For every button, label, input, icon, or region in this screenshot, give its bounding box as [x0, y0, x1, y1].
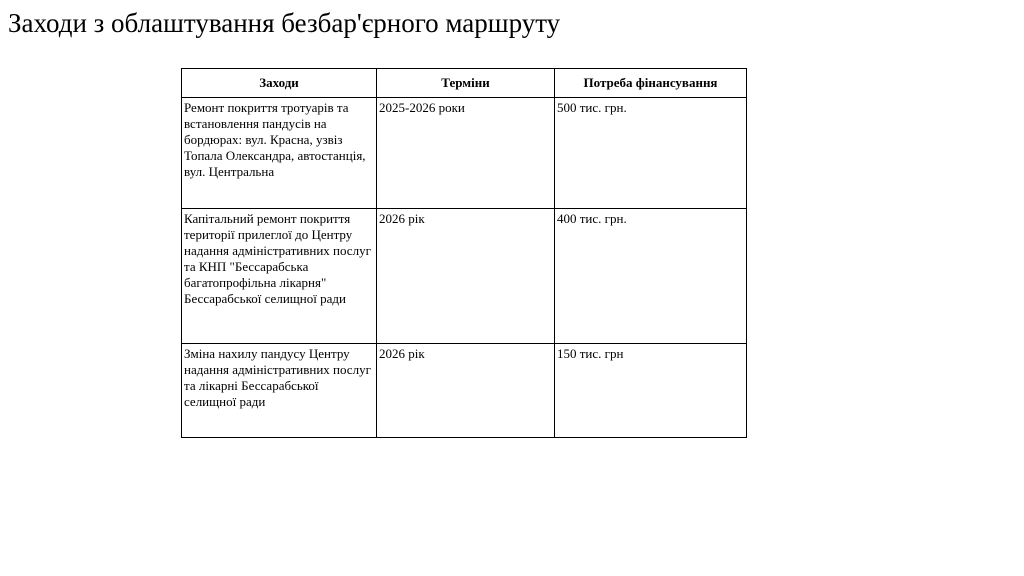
measure-cell: Капітальний ремонт покриття території прилеглої до Центру надання адміністративних послуг та КНП "Бессарабська багатопрофільна лікарня" Бессарабської селищної ради: [182, 209, 377, 344]
table-body: [182, 98, 747, 438]
table-row: [182, 98, 747, 209]
term-cell: 2025-2026 роки: [377, 98, 555, 209]
column-header-funding: Потреба фінансування: [555, 69, 747, 98]
measures-table: [181, 68, 747, 438]
term-cell: 2026 рік: [377, 344, 555, 438]
table-header-row: [182, 69, 747, 98]
measure-cell: Зміна нахилу пандусу Центру надання адміністративних послуг та лікарні Бессарабської селищної ради: [182, 344, 377, 438]
funding-cell: 400 тис. грн.: [555, 209, 747, 344]
funding-cell: 500 тис. грн.: [555, 98, 747, 209]
column-header-terms: Терміни: [377, 69, 555, 98]
funding-cell: 150 тис. грн: [555, 344, 747, 438]
page-title: Заходи з облаштування безбар'єрного маршруту: [8, 8, 561, 38]
table-row: [182, 209, 747, 344]
table-row: [182, 344, 747, 438]
table-header: [182, 69, 747, 98]
measure-cell: Ремонт покриття тротуарів та встановлення пандусів на бордюрах: вул. Красна, узвіз Топала Олександра, автостанція, вул. Центральна: [182, 98, 377, 209]
term-cell: 2026 рік: [377, 209, 555, 344]
column-header-measures: Заходи: [182, 69, 377, 98]
